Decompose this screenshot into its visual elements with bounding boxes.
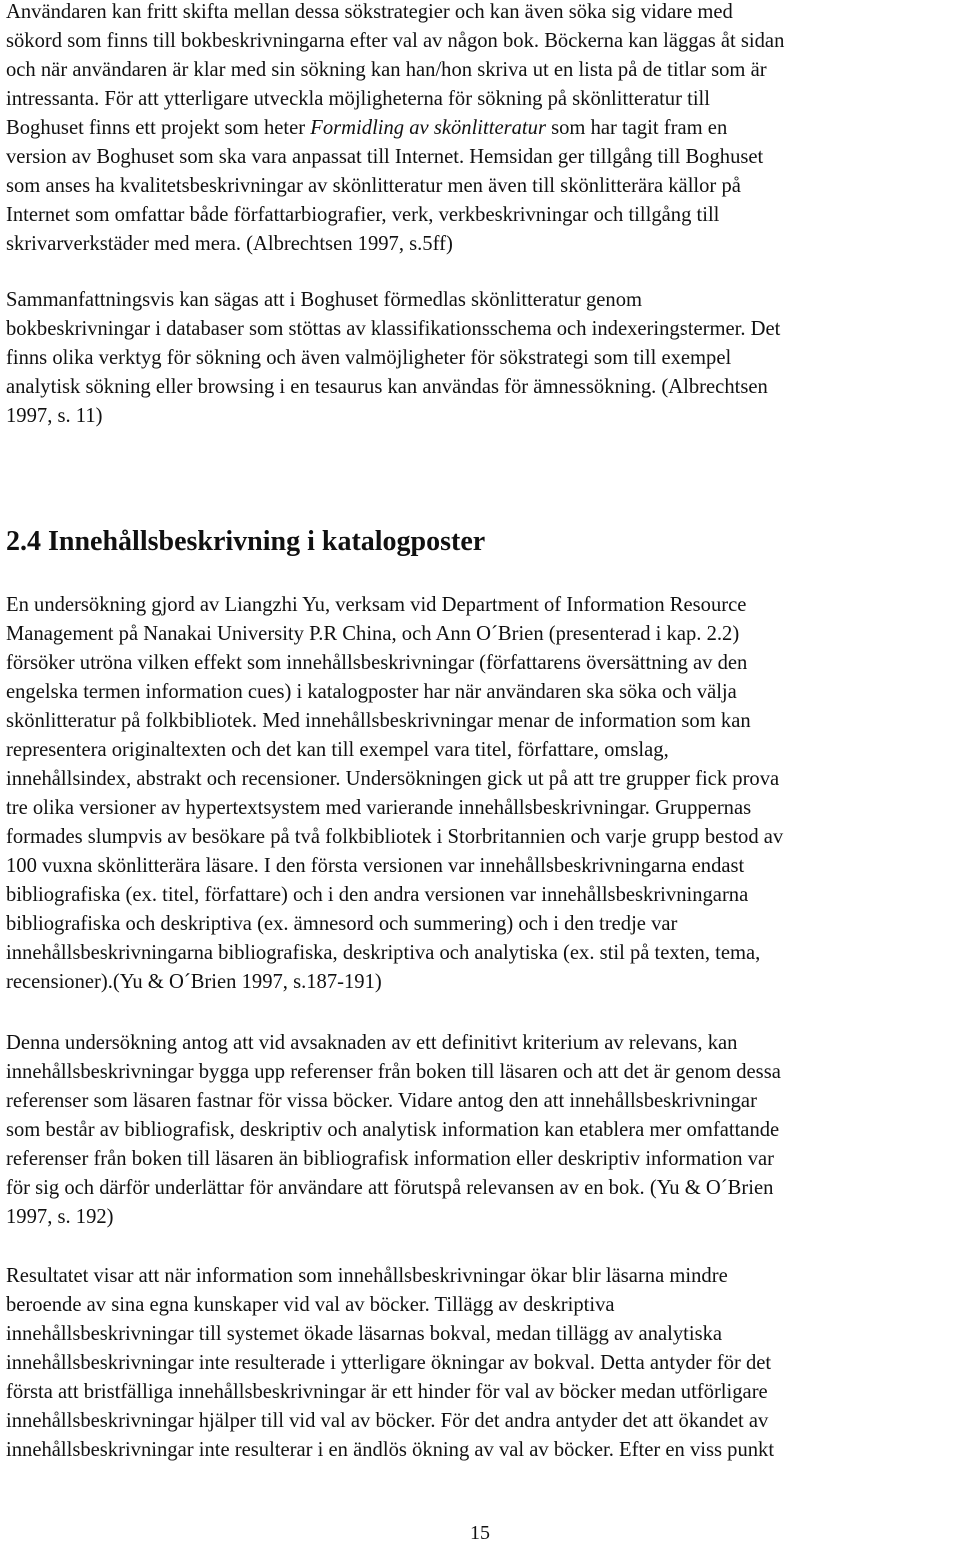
text-line: Management på Nanakai University P.R China, och Ann O´Brien (presenterad i kap. 2.2) [6,623,740,645]
text-line: Sammanfattningsvis kan sägas att i Boghuset förmedlas skönlitteratur genom [6,289,643,311]
paragraph-study-description [6,591,783,997]
text-line: innehållsbeskrivningar hjälper till vid val av böcker. För det andra antyder det att ökandet av [6,1410,769,1432]
paragraph-boghuset-search [6,0,784,259]
text-line: sökord som finns till bokbeskrivningarna efter val av någon bok. Böckerna kan läggas åt sidan [6,30,785,52]
text-line: försöker utröna vilken effekt som innehållsbeskrivningar (författarens översättning av den [6,652,748,674]
text-line: bibliografiska (ex. titel, författare) och i den andra versionen var innehållsbeskrivningarna [6,884,749,906]
text-line: första att bristfälliga innehållsbeskrivningar är ett hinder för val av böcker medan utförligare [6,1381,768,1403]
text-line: 1997, s. 192) [6,1206,114,1228]
text-line: bibliografiska och deskriptiva (ex. ämnesord och summering) och i den tredje var [6,913,678,935]
text-line: innehållsbeskrivningar inte resulterar i en ändlös ökning av val av böcker. Efter en viss punkt [6,1439,775,1461]
text-line: Användaren kan fritt skifta mellan dessa sökstrategier och kan även söka sig vidare med [6,1,733,23]
text-line: recensioner).(Yu & O´Brien 1997, s.187-191) [6,971,382,993]
text-line: tre olika versioner av hypertextsystem med varierande innehållsbeskrivningar. Gruppernas [6,797,752,819]
text-line: Denna undersökning antog att vid avsaknaden av ett definitivt kriterium av relevans, kan [6,1032,738,1054]
text-line: och när användaren är klar med sin sökning kan han/hon skriva ut en lista på de titlar som är [6,59,767,81]
text-line: beroende av sina egna kunskaper vid val av böcker. Tillägg av deskriptiva [6,1294,615,1316]
text-line: som anses ha kvalitetsbeskrivningar av skönlitteratur men även till skönlitterära källor på [6,175,741,197]
text-line: skönlitteratur på folkbibliotek. Med innehållsbeskrivningar menar de information som kan [6,710,751,732]
project-title-italic: Formidling av skönlitteratur [310,117,546,139]
text-line: referenser från boken till läsaren än bibliografisk information eller deskriptiv information var [6,1148,774,1170]
text-line: för sig och därför underlättar för användare att förutspå relevansen av en bok. (Yu & O´Brien [6,1177,774,1199]
paragraph-study-results [6,1262,774,1465]
text-segment: Boghuset finns ett projekt som heter [6,117,311,139]
text-line: Resultatet visar att när information som innehållsbeskrivningar ökar blir läsarna mindre [6,1265,728,1287]
text-line: innehållsindex, abstrakt och recensioner. Undersökningen gick ut på att tre grupper fick prova [6,768,780,790]
page-number: 15 [470,1522,490,1544]
paragraph-summary [6,286,780,431]
text-segment: som har tagit fram en [545,117,728,139]
text-line: finns olika verktyg för sökning och även valmöjligheter för sökstrategi som till exempel [6,347,732,369]
text-line: intressanta. För att ytterligare utveckla möjligheterna för sökning på skönlitteratur till [6,88,710,110]
text-line: innehållsbeskrivningarna bibliografiska, deskriptiva och analytiska (ex. stil på texten, tema, [6,942,761,964]
section-heading: 2.4 Innehållsbeskrivning i katalogposter [6,526,486,557]
text-line: referenser som läsaren fastnar för vissa böcker. Vidare antog den att innehållsbeskrivningar [6,1090,757,1112]
text-line: som består av bibliografisk, deskriptiv och analytisk information kan etablera mer omfattande [6,1119,780,1141]
text-line: 1997, s. 11) [6,405,103,427]
text-line: 100 vuxna skönlitterära läsare. I den första versionen var innehållsbeskrivningarna endast [6,855,745,877]
text-line: formades slumpvis av besökare på två folkbibliotek i Storbritannien och varje grupp bestod av [6,826,784,848]
text-line: innehållsbeskrivningar inte resulterade i ytterligare ökningar av bokval. Detta antyder för det [6,1352,772,1374]
text-line: skrivarverkstäder med mera. (Albrechtsen 1997, s.5ff) [6,233,453,255]
text-line: version av Boghuset som ska vara anpassat till Internet. Hemsidan ger tillgång till Boghuset [6,146,764,168]
text-line: En undersökning gjord av Liangzhi Yu, verksam vid Department of Information Resource [6,594,747,616]
text-line: Internet som omfattar både författarbiografier, verk, verkbeskrivningar och tillgång till [6,204,720,226]
text-line [6,114,784,143]
text-line: innehållsbeskrivningar bygga upp referenser från boken till läsaren och att det är genom dessa [6,1061,781,1083]
text-line: bokbeskrivningar i databaser som stöttas av klassifikationsschema och indexeringstermer. Det [6,318,781,340]
text-line: analytisk sökning eller browsing i en tesaurus kan användas för ämnessökning. (Albrechtsen [6,376,768,398]
text-line: engelska termen information cues) i katalogposter har när användaren ska söka och välja [6,681,737,703]
text-line: representera originaltexten och det kan till exempel vara titel, författare, omslag, [6,739,669,761]
paragraph-study-hypothesis [6,1029,781,1232]
text-line: innehållsbeskrivningar till systemet ökade läsarnas bokval, medan tillägg av analytiska [6,1323,723,1345]
